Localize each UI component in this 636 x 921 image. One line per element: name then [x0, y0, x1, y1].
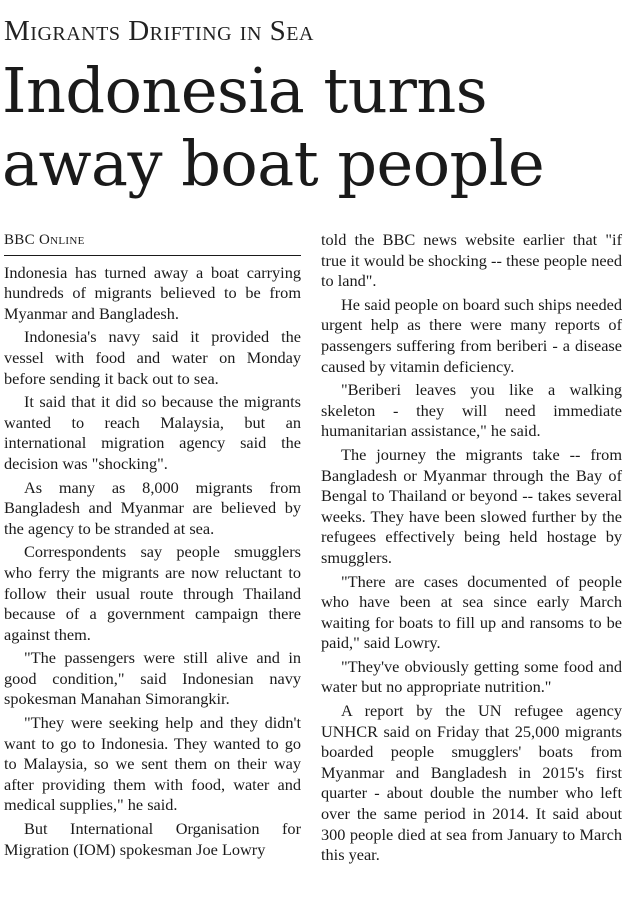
paragraph: As many as 8,000 migrants from Bangladesh and Myanmar are believed by the agency to be stranded at sea.	[4, 477, 301, 538]
paragraph: "There are cases documented of people who have been at sea since early March waiting for boats to fill up and ransoms to be paid," said Lowry.	[321, 571, 622, 653]
column-right	[321, 230, 622, 869]
kicker: Migrants Drifting in Sea	[4, 15, 314, 47]
paragraph: Indonesia's navy said it provided the vessel with food and water on Monday before sending it back out to sea.	[4, 327, 301, 388]
paragraph: He said people on board such ships needed urgent help as there were many reports of passengers suffering from beriberi - a disease caused by vitamin deficiency.	[321, 294, 622, 376]
column-left	[4, 230, 301, 863]
paragraph: "The passengers were still alive and in good condition," said Indonesian navy spokesman Manahan Simorangkir.	[4, 648, 301, 709]
paragraph: The journey the migrants take -- from Bangladesh or Myanmar through the Bay of Bengal to Thailand or beyond -- takes several weeks. They have been slowed further by the refugees effectively being held hostage by smugglers.	[321, 444, 622, 567]
byline: BBC Online	[4, 230, 301, 256]
paragraph: "They were seeking help and they didn't want to go to Indonesia. They wanted to go to Malaysia, so we sent them on their way after providing them with food, water and medical supplies," he said.	[4, 713, 301, 815]
paragraph: It said that it did so because the migrants wanted to reach Malaysia, but an international migration agency said the decision was "shocking".	[4, 392, 301, 473]
paragraph: "Beriberi leaves you like a walking skeleton - they will need immediate humanitarian assistance," he said.	[321, 380, 622, 441]
paragraph: A report by the UN refugee agency UNHCR said on Friday that 25,000 migrants boarded people smugglers' boats from Myanmar and Bangladesh in 2015's first quarter - about double the number who left over the same period in 2014. It said about 300 people died at sea from January to March this year.	[321, 701, 622, 865]
paragraph: "They've obviously getting some food and water but no appropriate nutrition."	[321, 656, 622, 697]
paragraph: Indonesia has turned away a boat carrying hundreds of migrants believed to be from Myanmar and Bangladesh.	[4, 262, 301, 323]
paragraph: But International Organisation for Migration (IOM) spokesman Joe Lowry	[4, 819, 301, 859]
paragraph: told the BBC news website earlier that "if true it would be shocking -- these people need to land".	[321, 230, 622, 291]
paragraph: Correspondents say people smugglers who ferry the migrants are now reluctant to follow their usual route through Thailand because of a government campaign there against them.	[4, 542, 301, 644]
headline: Indonesia turns away boat people	[2, 54, 545, 200]
